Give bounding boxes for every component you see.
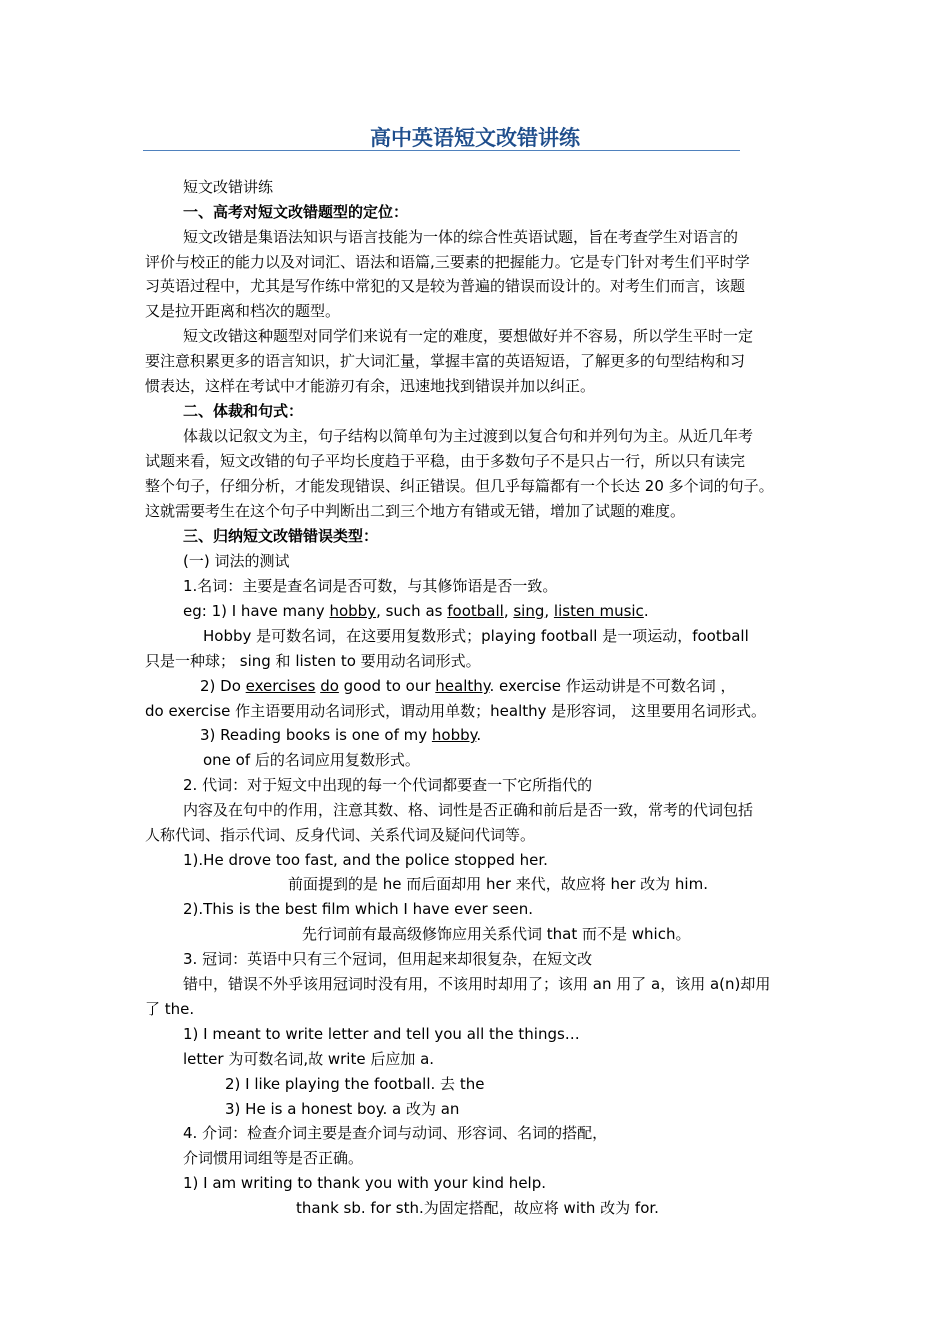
explanation-line: 先行词前有最高级修饰应用关系代词 that 而不是 which。 — [302, 925, 691, 943]
example-line-3: 3) Reading books is one of my hobby. — [200, 726, 482, 744]
example-sentence: 1).He drove too fast, and the police stopped her. — [183, 851, 548, 869]
explanation-line: one of 后的名词应用复数形式。 — [203, 751, 420, 769]
paragraph-line: 了 the. — [145, 1000, 195, 1018]
example-sentence: 1) I am writing to thank you with your kind help. — [183, 1174, 547, 1192]
title-divider — [143, 150, 740, 151]
paragraph-line: 短文改错是集语法知识与语言技能为一体的综合性英语试题，旨在考查学生对语言的 — [183, 228, 739, 246]
explanation-line: 前面提到的是 he 而后面却用 her 来代，故应将 her 改为 him. — [288, 875, 708, 893]
item-preposition: 4. 介词：检查介词主要是查介词与动词、形容词、名词的搭配， — [183, 1124, 608, 1142]
paragraph-line: 要注意积累更多的语言知识，扩大词汇量，掌握丰富的英语短语，了解更多的句型结构和习 — [145, 352, 746, 370]
section-subtitle: 短文改错讲练 — [183, 178, 274, 196]
paragraph-line: 评价与校正的能力以及对词汇、语法和语篇,三要素的把握能力。它是专门针对考生们平时学 — [145, 253, 750, 271]
paragraph-line: 短文改错这种题型对同学们来说有一定的难度，要想做好并不容易，所以学生平时一定 — [183, 327, 754, 345]
explanation-line: thank sb. for sth.为固定搭配，故应将 with 改为 for. — [296, 1199, 659, 1217]
underlined-error: healthy — [435, 677, 490, 695]
underlined-error: listen music — [553, 602, 644, 620]
explanation-line: letter 为可数名词,故 write 后应加 a. — [183, 1050, 435, 1068]
underlined-error: hobby — [329, 602, 377, 620]
underlined-error: sing — [513, 602, 545, 620]
example-line-2: 2) Do exercises do good to our healthy. exercise 作运动讲是不可数名词 ， — [200, 677, 736, 695]
paragraph-line: 又是拉开距离和档次的题型。 — [145, 302, 341, 320]
paragraph-line: 内容及在句中的作用，注意其数、格、词性是否正确和前后是否一致，常考的代词包括 — [183, 801, 754, 819]
explanation-line: 只是一种球； sing 和 listen to 要用动名词形式。 — [145, 652, 481, 670]
example-sentence: 2) I like playing the football. 去 the — [225, 1075, 485, 1093]
item-article: 3. 冠词：英语中只有三个冠词，但用起来却很复杂，在短文改 — [183, 950, 593, 968]
paragraph-line: 这就需要考生在这个句子中判断出二到三个地方有错或无错，增加了试题的难度。 — [145, 502, 686, 520]
paragraph-line: 人称代词、指示代词、反身代词、关系代词及疑问代词等。 — [145, 826, 536, 844]
heading-2: 二、体裁和句式： — [183, 402, 304, 420]
example-sentence: 2).This is the best film which I have ever seen. — [183, 900, 533, 918]
underlined-error: exercises — [245, 677, 316, 695]
example-sentence: 3) He is a honest boy. a 改为 an — [225, 1100, 460, 1118]
explanation-line: do exercise 作主语要用动名词形式，谓动用单数；healthy 是形容词， 这里要用名词形式。 — [145, 702, 767, 720]
paragraph-line: 习英语过程中，尤其是写作练中常犯的又是较为普遍的错误而设计的。对考生们而言，该题 — [145, 277, 746, 295]
paragraph-line: 试题来看，短文改错的句子平均长度趋于平稳，由于多数句子不是只占一行，所以只有读完 — [145, 452, 746, 470]
heading-3: 三、归纳短文改错错误类型： — [183, 527, 379, 545]
heading-1: 一、高考对短文改错题型的定位： — [183, 203, 409, 221]
paragraph-line: 整个句子，仔细分析，才能发现错误、纠正错误。但几乎每篇都有一个长达 20 多个词的句子。 — [145, 477, 774, 495]
subheading-lexical: (一) 词法的测试 — [183, 552, 290, 570]
example-line-1: eg: 1) I have many hobby, such as football, sing, listen music. — [183, 602, 649, 620]
example-sentence: 1) I meant to write letter and tell you all the things… — [183, 1025, 580, 1043]
item-noun: 1.名词：主要是查名词是否可数，与其修饰语是否一致。 — [183, 577, 558, 595]
paragraph-line: 惯表达，这样在考试中才能游刃有余，迅速地找到错误并加以纠正。 — [145, 377, 596, 395]
underlined-error: hobby — [431, 726, 477, 744]
document-title: 高中英语短文改错讲练 — [370, 125, 580, 150]
paragraph-line: 介词惯用词组等是否正确。 — [183, 1149, 364, 1167]
item-pronoun: 2. 代词：对于短文中出现的每一个代词都要查一下它所指代的 — [183, 776, 593, 794]
explanation-line: Hobby 是可数名词，在这要用复数形式；playing football 是一项运动，football — [203, 627, 749, 645]
paragraph-line: 体裁以记叙文为主，句子结构以简单句为主过渡到以复合句和并列句为主。从近几年考 — [183, 427, 754, 445]
underlined-error: football — [447, 602, 504, 620]
paragraph-line: 错中，错误不外乎该用冠词时没有用，不该用时却用了；该用 an 用了 a，该用 a(n)却用 — [183, 975, 771, 993]
underlined-error: do — [320, 677, 339, 695]
